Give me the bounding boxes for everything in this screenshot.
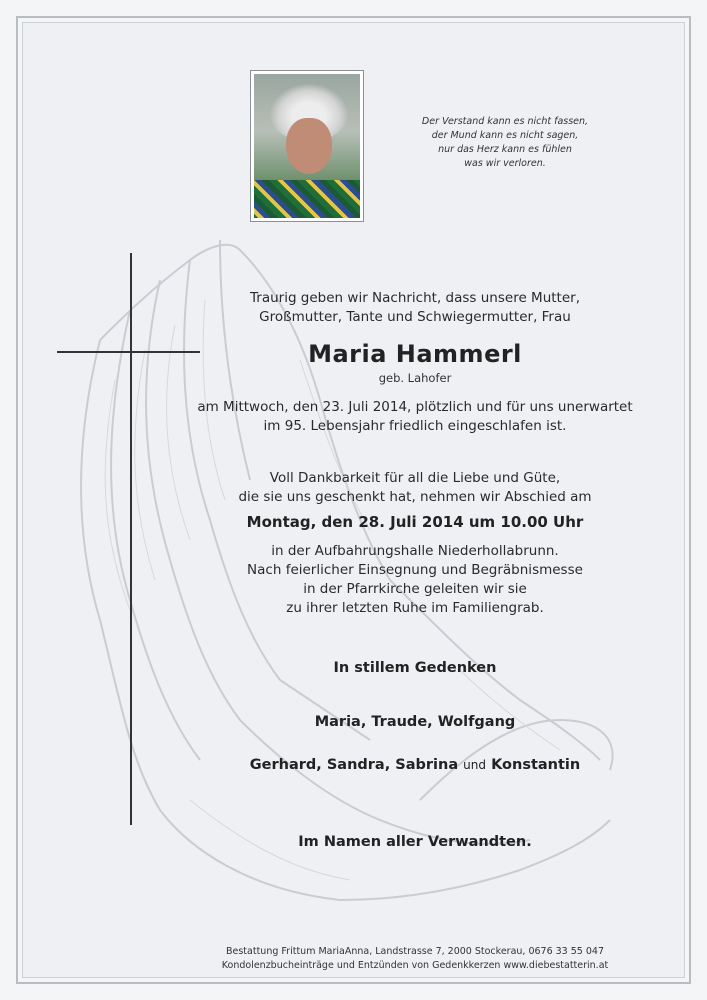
memorial-quote	[400, 115, 610, 171]
portrait-photo	[250, 70, 364, 222]
grandchildren-names-1: Gerhard, Sandra, Sabrina	[249, 757, 459, 773]
farewell-line-1: Voll Dankbarkeit für all die Liebe und Güte,	[269, 470, 561, 486]
closing-line: Im Namen aller Verwandten.	[298, 834, 532, 850]
intro-line-2: Großmutter, Tante und Schwiegermutter, Frau	[259, 309, 571, 325]
footer-line-2: Kondolenzbucheinträge und Entzünden von Gedenkkerzen www.diebestatterin.at	[221, 960, 609, 971]
cross-vertical-bar	[130, 253, 132, 825]
death-line-1: am Mittwoch, den 23. Juli 2014, plötzlich und für uns unerwartet	[197, 399, 633, 415]
quote-line: was wir verloren.	[464, 158, 546, 169]
quote-line: Der Verstand kann es nicht fassen,	[421, 116, 589, 127]
footer-line-1: Bestattung Frittum MariaAnna, Landstrasse 7, 2000 Stockerau, 0676 33 55 047	[226, 946, 604, 957]
intro-line-1: Traurig geben wir Nachricht, dass unsere Mutter,	[250, 290, 580, 306]
farewell-line-2: die sie uns geschenkt hat, nehmen wir Abschied am	[238, 489, 592, 505]
maiden-name: geb. Lahofer	[378, 371, 452, 385]
place-line-2: Nach feierlicher Einsegnung und Begräbnismesse	[247, 562, 583, 578]
death-line-2: im 95. Lebensjahr friedlich eingeschlafen ist.	[263, 418, 567, 434]
funeral-date-time: Montag, den 28. Juli 2014 um 10.00 Uhr	[246, 513, 584, 531]
mourners-heading: In stillem Gedenken	[333, 660, 497, 676]
deceased-name: Maria Hammerl	[308, 340, 522, 368]
mourners-children: Maria, Traude, Wolfgang	[314, 714, 516, 730]
place-line-3: in der Pfarrkirche geleiten wir sie	[303, 581, 527, 597]
grandchildren-and: und	[463, 758, 486, 772]
mourners-grandchildren	[140, 757, 690, 773]
place-line-1: in der Aufbahrungshalle Niederhollabrunn.	[271, 543, 559, 559]
quote-line: der Mund kann es nicht sagen,	[431, 130, 579, 141]
quote-line: nur das Herz kann es fühlen	[438, 144, 572, 155]
grandchildren-names-2: Konstantin	[491, 757, 581, 773]
place-line-4: zu ihrer letzten Ruhe im Familiengrab.	[286, 600, 544, 616]
